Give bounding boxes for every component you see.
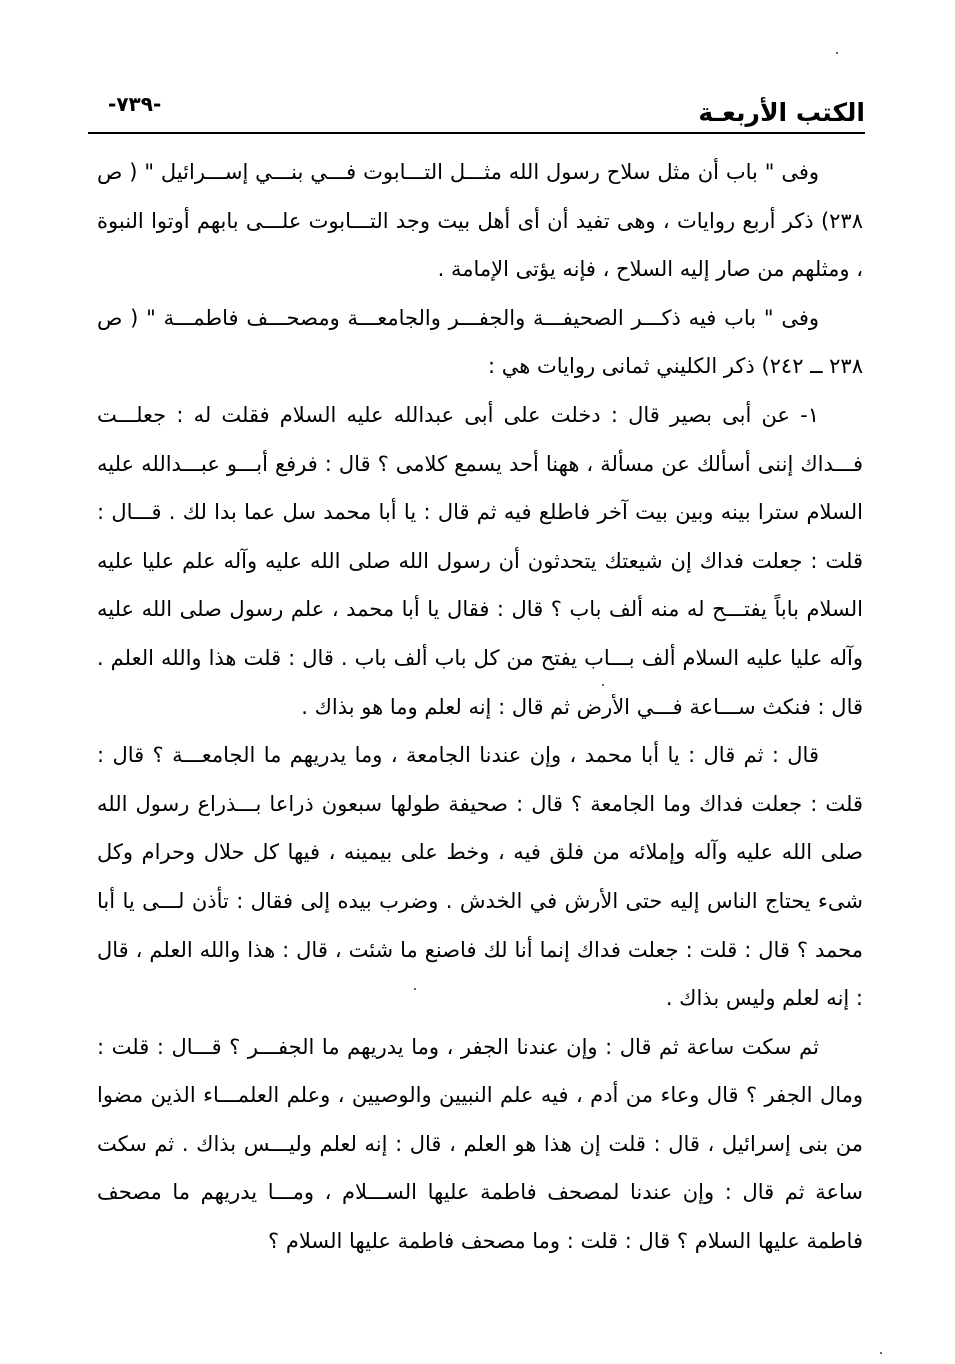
paragraph-1: وفى " باب أن مثل سلاح رسول الله مثـــل التـــابوت فـــي بنـــي إســـرائيل " ( ص ٢٣٨) ذكر أربع روايات ، وهى تفيد أن أى أهل بيت وجد التـــابوت علـــى بابهم أوتوا النبوة ، ومثلهم من صار إليه السلاح ، فإنه يؤتى الإمامة . [97,160,863,282]
body-text [97,148,863,1266]
scan-speck [602,684,604,686]
header-divider [88,132,865,134]
paragraph-3: ١- عن أبى بصير قال : دخلت على أبى عبدالله عليه السلام فقلت له : جعلـــت فـــداك إننى أسألك عن مسألة ، ههنا أحد يسمع كلامى ؟ قال : فرفع أبـــو عبـــدالله عليه السلام سترا بينه وبين بيت آخر فاطلع فيه ثم قال : يا أبا محمد سل عما بدا لك . قـــال : قلت : جعلت فداك إن شيعتك يتحدثون أن رسول الله صلى الله عليه وآله علم عليا عليه السلام باباً يفتـــح له منه ألف باب ؟ قال : فقال يا أبا محمد ، علم رسول صلى الله عليه وآله عليا عليه السلام ألف بـــاب يفتح من كل باب ألف باب . قال : قلت هذا والله العلم . قال : فنكث ســـاعة فـــي الأرض ثم قال : إنه لعلم وما هو بذاك . [97,402,863,719]
running-header [88,86,865,132]
scan-speck [414,988,416,990]
page-number: -٧٣٩- [108,92,162,116]
book-title: الكتب الأربعـة [698,98,865,127]
paragraph-4: قال : ثم قال : يا أبا محمد ، وإن عندنا الجامعة ، وما يدريهم ما الجامعـــة ؟ قال : قلت : جعلت فداك وما الجامعة ؟ قال : صحيفة طولها سبعون ذراعا بـــذراع رسول الله صلى الله عليه وآله وإملائه من فلق فيه ، وخط على بيمينه ، فيها كل حلال وحرام وكل شىء يحتاج الناس إليه حتى الأرش في الخدش . وضرب بيده إلى فقال : تأذن لـــى يا أبا محمد ؟ قال : قلت : جعلت فداك إنما أنا لك فاصنع ما شئت ، قال : هذا والله العلم ، قال : إنه لعلم وليس بذاك . [97,743,863,1011]
scan-speck [880,1352,882,1354]
paragraph-2: وفى " باب فيه ذكـــر الصحيفـــة والجفـــر والجامعـــة ومصحـــف فاطمـــة " ( ص ٢٣٨ ــ ٢٤٢) ذكر الكليني ثمانى روايات هي : [97,305,863,379]
paragraph-5: ثم سكت ساعة ثم قال : وإن عندنا الجفر ، وما يدريهم ما الجفـــر ؟ قـــال : قلت : ومال الجفر ؟ قال وعاء من أدم ، فيه علم النبيين والوصيين ، وعلم العلمـــاء الذين مضوا من بنى إسرائيل ، قال : قلت إن هذا هو العلم ، قال : إنه لعلم وليـــس بذاك . ثم سكت ساعة ثم قال : وإن عندنا لمصحف فاطمة عليها الســـلام ، ومـــا يدريهم ما مصحف فاطمة عليها السلام ؟ قال : قلت : وما مصحف فاطمة عليها السلام ؟ [97,1034,863,1254]
scan-speck [836,52,838,54]
